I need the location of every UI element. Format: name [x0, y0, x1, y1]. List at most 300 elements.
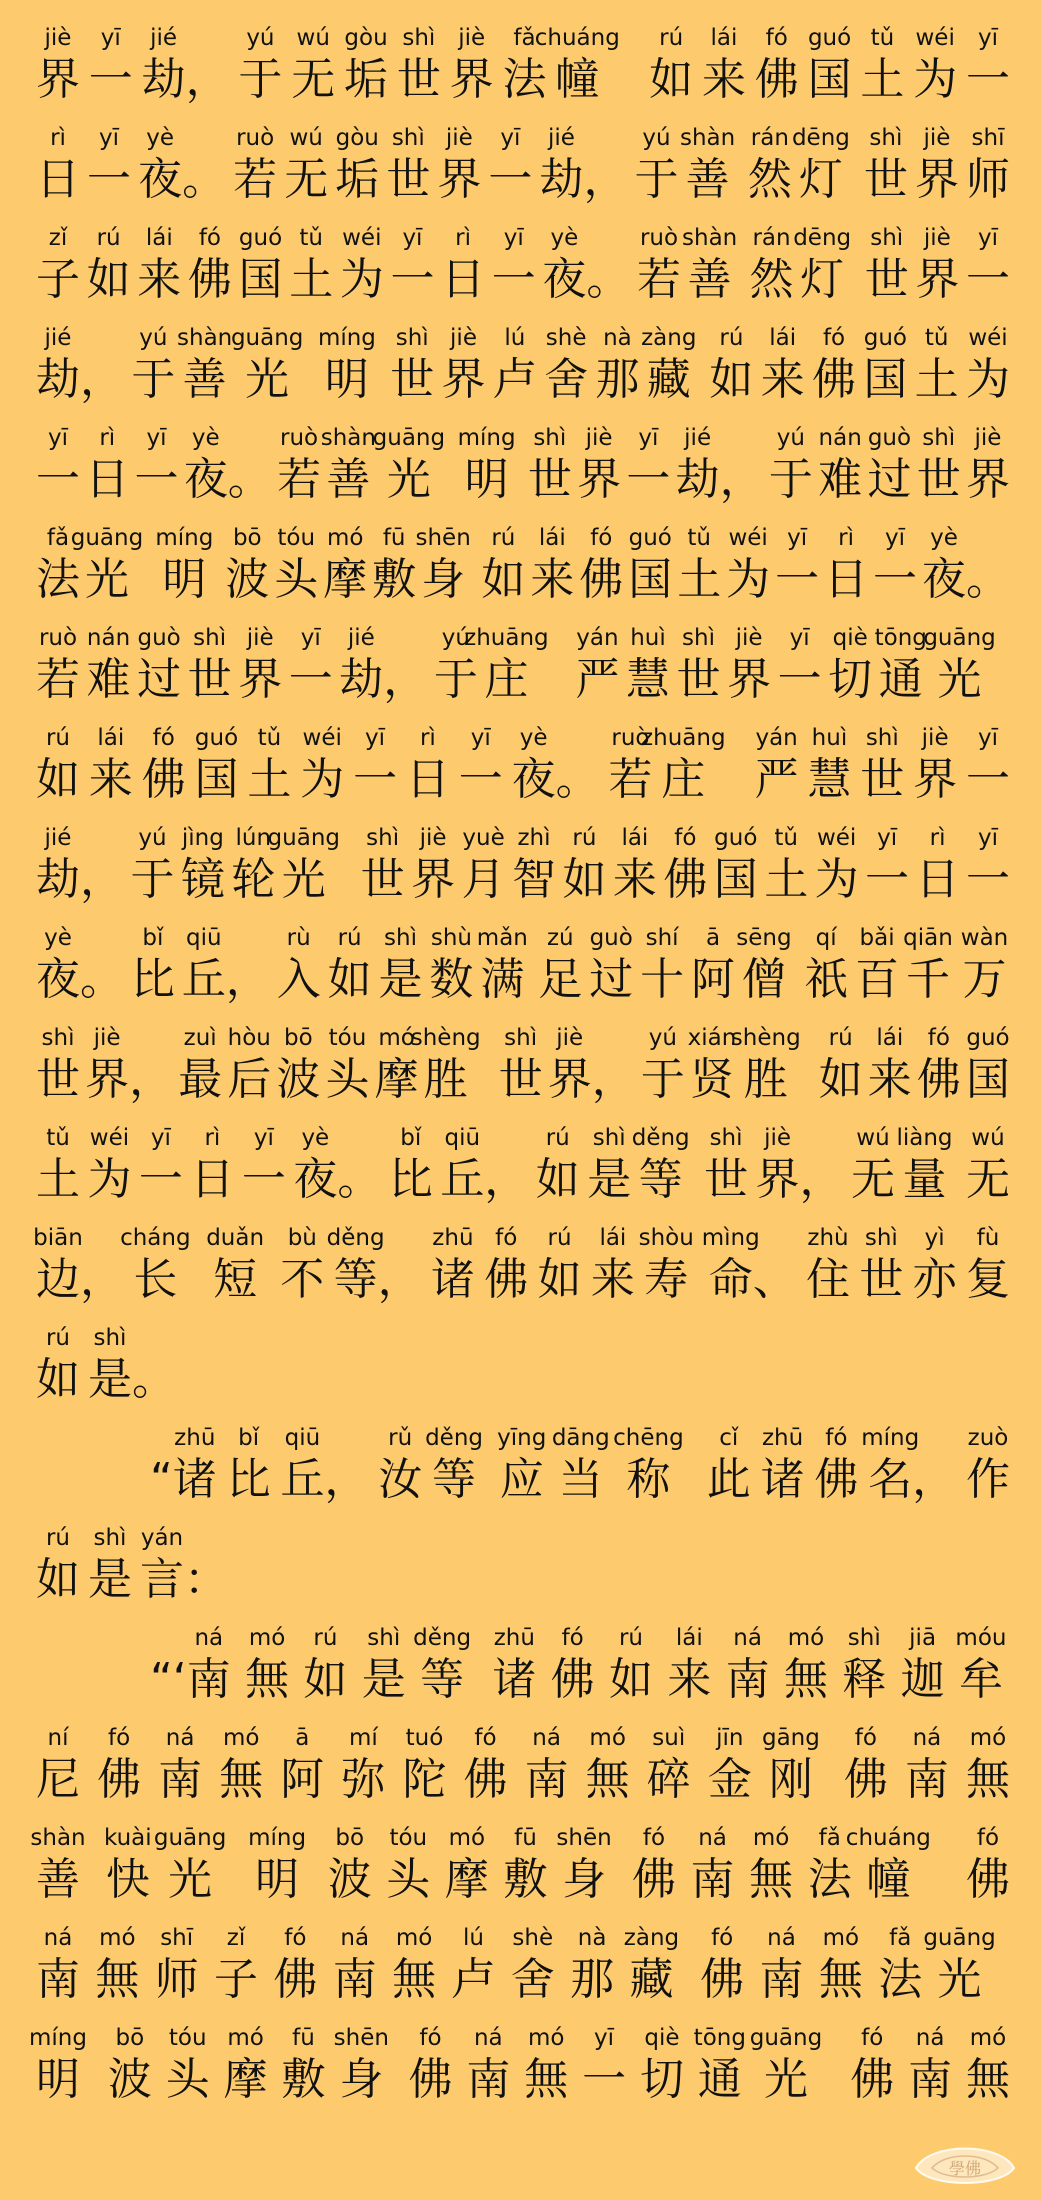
hanzi: 南 [524, 1754, 569, 1805]
hanzi: 夜。 [293, 1154, 382, 1205]
pinyin: fū [514, 1825, 537, 1851]
pinyin: cháng [120, 1225, 191, 1251]
pinyin: kuài [103, 1825, 152, 1851]
hanzi: 佛 [631, 1854, 676, 1905]
hanzi: 南 [466, 2054, 511, 2105]
hanzi: 佛 [700, 1954, 745, 2005]
hanzi: 法 [36, 554, 80, 605]
hanzi: 佛 [850, 2054, 895, 2105]
hanzi: 一 [966, 54, 1010, 105]
text-line [0, 712, 1041, 812]
pinyin: ná [912, 1725, 942, 1751]
hanzi: 若 [36, 654, 80, 705]
text-line [0, 612, 1041, 712]
hanzi: 如 [608, 1654, 653, 1705]
hanzi: 来 [760, 354, 805, 405]
hanzi: 一 [582, 2054, 627, 2105]
hanzi: 等 [432, 1454, 477, 1505]
hanzi: 光 [763, 2054, 808, 2105]
pinyin: jìng [181, 825, 224, 851]
pinyin: shàn [30, 1825, 86, 1851]
pinyin: shè [545, 325, 587, 351]
hanzi: 劫， [36, 854, 124, 905]
hanzi: 为 [300, 754, 345, 805]
hanzi: 无 [851, 1154, 895, 1205]
pinyin: shì [865, 725, 899, 751]
pinyin: yī [47, 425, 68, 451]
pinyin: bù [287, 1225, 317, 1251]
hanzi: 快 [105, 1854, 150, 1905]
hanzi: 月 [461, 854, 506, 905]
hanzi: 無 [524, 2054, 569, 2105]
hanzi: 南 [904, 1754, 949, 1805]
hanzi: 日 [824, 554, 869, 605]
hanzi: 头 [274, 554, 319, 605]
hanzi: 界 [577, 454, 622, 505]
text-line [0, 512, 1041, 612]
hanzi: 世 [527, 454, 572, 505]
pinyin: tǔ [924, 325, 949, 351]
hanzi: 世 [390, 354, 435, 405]
hanzi: 为 [966, 354, 1010, 405]
hanzi: 祇 [804, 954, 849, 1005]
pinyin: yī [300, 625, 321, 651]
pinyin: tǔ [257, 725, 282, 751]
hanzi: 界 [238, 654, 283, 705]
pinyin: guó [966, 1025, 1010, 1051]
hanzi: 土 [860, 54, 905, 105]
hanzi: 头 [325, 1054, 370, 1105]
pinyin: zǐ [226, 1925, 246, 1951]
pinyin: ná [733, 1625, 762, 1651]
hanzi: 佛 [484, 1254, 529, 1305]
pinyin: fǎ [513, 25, 536, 51]
pinyin: míng [457, 425, 516, 451]
hanzi: 界 [914, 154, 959, 205]
hanzi: 万 [962, 954, 1007, 1005]
pinyin: lái [145, 225, 173, 251]
hanzi: 波 [327, 1854, 372, 1905]
pinyin: shì [193, 625, 227, 651]
hanzi: 善 [685, 154, 730, 205]
pinyin: wéi [89, 1125, 130, 1151]
hanzi: 身 [421, 554, 466, 605]
pinyin: yī [885, 525, 906, 551]
hanzi: 是 [87, 1554, 132, 1605]
hanzi: 师 [154, 1954, 199, 2005]
hanzi: 夜。 [183, 454, 272, 505]
pinyin: zàng [623, 1925, 680, 1951]
pinyin: mó [822, 1925, 860, 1951]
hanzi: 阿 [280, 1754, 325, 1805]
hanzi: 长 [133, 1254, 178, 1305]
pinyin: chuáng [534, 25, 620, 51]
pinyin: yī [503, 225, 524, 251]
hanzi: 复 [966, 1254, 1010, 1305]
hanzi: 法 [878, 1954, 923, 2005]
pinyin: wéi [302, 725, 342, 751]
hanzi: 日 [85, 454, 130, 505]
hanzi: 如 [535, 1154, 580, 1205]
pinyin: tǔ [774, 825, 799, 851]
pinyin: bǎi [859, 925, 895, 951]
pinyin: míng [155, 525, 214, 551]
pinyin: guó [863, 325, 907, 351]
hanzi: 夜。 [922, 554, 1010, 605]
pinyin: zhuāng [464, 625, 549, 651]
hanzi: 弥 [341, 1754, 386, 1805]
pinyin: rú [547, 1225, 572, 1251]
pinyin: shàn [177, 325, 233, 351]
pinyin: fó [854, 1725, 877, 1751]
pinyin: bǐ [142, 925, 164, 951]
hanzi: 难 [86, 654, 131, 705]
hanzi: 于 [768, 454, 813, 505]
hanzi: 無 [585, 1754, 630, 1805]
hanzi: 劫， [675, 454, 764, 505]
pinyin: lú [462, 1925, 484, 1951]
pinyin: fǎ [889, 1925, 912, 1951]
pinyin: rì [99, 425, 116, 451]
text-line [0, 1312, 1041, 1412]
pinyin: jiè [764, 1125, 791, 1151]
pinyin: bǐ [400, 1125, 422, 1151]
hanzi: 灯 [800, 254, 845, 305]
pinyin: jiè [923, 125, 951, 151]
pinyin: chuáng [845, 1825, 931, 1851]
pinyin: wéi [728, 525, 768, 551]
pinyin: guó [238, 225, 283, 251]
pinyin: yī [638, 425, 659, 451]
hanzi: 界， [85, 1054, 174, 1105]
pinyin: rì [838, 525, 854, 551]
pinyin: yī [977, 725, 998, 751]
pinyin: shì [93, 1325, 127, 1351]
hanzi: 一 [390, 254, 435, 305]
pinyin: guó [714, 825, 758, 851]
hanzi: 一 [241, 1154, 286, 1205]
hanzi: 胜 [423, 1054, 468, 1105]
pinyin: fó [674, 825, 697, 851]
pinyin: zhuāng [641, 725, 726, 751]
hanzi: 如 [36, 1554, 80, 1605]
pinyin: yuè [462, 825, 505, 851]
hanzi: 如 [818, 1054, 863, 1105]
hanzi: 無 [966, 2054, 1010, 2105]
pinyin: yú [138, 825, 167, 851]
hanzi: 慧 [807, 754, 852, 805]
hanzi: 世 [36, 1054, 80, 1105]
pinyin: fó [152, 725, 175, 751]
hanzi: 一 [873, 554, 918, 605]
hanzi: 南 [725, 1654, 770, 1705]
pinyin: ná [532, 1725, 561, 1751]
hanzi: 如 [36, 1354, 80, 1405]
hanzi: 佛 [843, 1754, 888, 1805]
pinyin: shù [430, 925, 472, 951]
hanzi: 陀 [402, 1754, 447, 1805]
pinyin: mó [378, 1025, 415, 1051]
hanzi: 幢 [555, 54, 600, 105]
pinyin: yú [139, 325, 168, 351]
hanzi: 無 [219, 1754, 264, 1805]
hanzi: 最 [178, 1054, 223, 1105]
hanzi: 界， [755, 1154, 844, 1205]
text-line [0, 12, 1041, 112]
pinyin: shàn [320, 425, 376, 451]
hanzi: 南 [332, 1954, 377, 2005]
hanzi: 佛 [663, 854, 708, 905]
pinyin: gòu [344, 25, 388, 51]
hanzi: 一 [87, 154, 132, 205]
hanzi: 难 [818, 454, 863, 505]
pinyin: rú [572, 825, 597, 851]
pinyin: yú [441, 625, 470, 651]
watermark-logo [910, 2138, 1020, 2194]
pinyin: ná [194, 1625, 224, 1651]
pinyin: ruò [280, 425, 319, 451]
pinyin: jiè [450, 325, 477, 351]
hanzi: 日 [441, 254, 486, 305]
hanzi: 国 [628, 554, 673, 605]
hanzi: 無 [392, 1954, 437, 2005]
hanzi: 光 [937, 654, 982, 705]
hanzi: 垢 [335, 154, 380, 205]
pinyin: fó [711, 1925, 734, 1951]
pinyin: rǔ [388, 1425, 413, 1451]
hanzi: 夜。 [542, 254, 631, 305]
pinyin: yè [44, 925, 72, 951]
hanzi: 若 [233, 154, 278, 205]
text-line [0, 112, 1041, 212]
pinyin: guāng [70, 525, 144, 551]
pinyin: shì [504, 1025, 538, 1051]
pinyin: shì [391, 125, 425, 151]
hanzi: “诸 [150, 1454, 217, 1505]
hanzi: 明 [464, 454, 509, 505]
pinyin: rú [545, 1125, 570, 1151]
hanzi: 土 [247, 754, 292, 805]
hanzi: 明 [162, 554, 207, 605]
hanzi: 劫， [141, 54, 230, 105]
hanzi: 严 [575, 654, 620, 705]
hanzi: 劫， [339, 654, 428, 705]
hanzi: 等 [638, 1154, 683, 1205]
hanzi: 于 [640, 1054, 685, 1105]
pinyin: yè [930, 525, 958, 551]
pinyin: shí [645, 925, 679, 951]
hanzi: 师 [966, 154, 1010, 205]
hanzi: 界 [913, 754, 958, 805]
pinyin: guāng [230, 325, 304, 351]
pinyin: guāng [372, 425, 446, 451]
pinyin: yī [977, 825, 998, 851]
pinyin: mìng [701, 1225, 760, 1251]
hanzi: 佛 [754, 54, 799, 105]
pinyin: shì [709, 1125, 743, 1151]
hanzi: 迦 [900, 1654, 945, 1705]
hanzi: 南 [759, 1954, 804, 2005]
pinyin: míng [861, 1425, 920, 1451]
hanzi: 无 [284, 154, 329, 205]
pinyin: rán [750, 125, 789, 151]
hanzi: 足 [538, 954, 583, 1005]
pinyin: míng [29, 2025, 87, 2051]
pinyin: fó [822, 325, 846, 351]
hanzi: 国 [807, 54, 852, 105]
pinyin: nà [603, 325, 632, 351]
pinyin: bǐ [238, 1425, 260, 1451]
pinyin: jiè [44, 25, 72, 51]
hanzi: 来 [867, 1054, 912, 1105]
hanzi: 界 [441, 354, 486, 405]
hanzi: 如 [86, 254, 131, 305]
hanzi: 光 [937, 1954, 982, 2005]
pinyin: nán [86, 625, 131, 651]
pinyin: lái [599, 1225, 627, 1251]
pinyin: fó [198, 225, 221, 251]
pinyin: mó [395, 1925, 433, 1951]
hanzi: 是。 [87, 1354, 176, 1405]
hanzi: 通 [697, 2054, 742, 2105]
pinyin: fó [861, 2025, 884, 2051]
pinyin: wéi [968, 325, 1008, 351]
hanzi: 若 [277, 454, 322, 505]
hanzi: 命、 [708, 1254, 797, 1305]
pinyin: guāng [267, 825, 340, 851]
pinyin: rì [419, 725, 436, 751]
pinyin: rú [828, 1025, 853, 1051]
text-line [0, 1112, 1041, 1212]
hanzi: 光 [84, 554, 129, 605]
hanzi: 入 [276, 954, 321, 1005]
pinyin: mó [227, 2025, 264, 2051]
pinyin: jié [684, 425, 712, 451]
hanzi: 如 [303, 1654, 348, 1705]
hanzi: 無 [95, 1954, 140, 2005]
pinyin: tǔ [687, 525, 711, 551]
pinyin: hòu [227, 1025, 271, 1051]
pinyin: sēng [736, 925, 792, 951]
pinyin: dēng [793, 225, 852, 251]
hanzi: 智 [512, 854, 556, 905]
pinyin: huì [811, 725, 848, 751]
pinyin: guó [194, 725, 239, 751]
pinyin: fū [292, 2025, 315, 2051]
pinyin: yú [246, 25, 275, 51]
pinyin: yī [150, 1125, 171, 1151]
pinyin: ná [43, 1925, 73, 1951]
hanzi: 一 [626, 454, 671, 505]
hanzi: 于 [238, 54, 283, 105]
hanzi: 垢 [344, 54, 389, 105]
pinyin: ā [295, 1725, 310, 1751]
hanzi: “‘南 [150, 1654, 231, 1705]
pinyin: guāng [153, 1825, 227, 1851]
pinyin: shèng [730, 1025, 801, 1051]
hanzi: 世 [386, 154, 431, 205]
hanzi: 一 [458, 754, 503, 805]
hanzi: 切 [828, 654, 873, 705]
hanzi: 僧 [741, 954, 786, 1005]
pinyin: rú [659, 25, 684, 51]
hanzi: 佛 [812, 354, 857, 405]
hanzi: 夜。 [138, 154, 227, 205]
pinyin: rú [96, 225, 121, 251]
pinyin: bō [335, 1825, 365, 1851]
hanzi: 世 [187, 654, 232, 705]
hanzi: 一 [288, 654, 333, 705]
hanzi: 刚 [768, 1754, 813, 1805]
pinyin: děng [425, 1425, 483, 1451]
hanzi: 世 [498, 1054, 543, 1105]
hanzi: 明 [255, 1854, 300, 1905]
pinyin: zuì [183, 1025, 217, 1051]
pinyin: jié [347, 625, 375, 651]
pinyin: guāng [923, 625, 996, 651]
hanzi: 头 [386, 1854, 431, 1905]
hanzi: 一 [36, 454, 80, 505]
hanzi: 佛 [916, 1054, 961, 1105]
pinyin: ruò [236, 125, 275, 151]
hanzi: 称 [626, 1454, 671, 1505]
hanzi: 卢 [492, 354, 537, 405]
pinyin: guò [137, 625, 181, 651]
pinyin: fó [107, 1725, 131, 1751]
hanzi: 若 [637, 254, 681, 305]
hanzi: 尼 [36, 1754, 80, 1805]
pinyin: dāng [551, 1425, 610, 1451]
pinyin: yú [648, 1025, 677, 1051]
hanzi: 然 [749, 254, 794, 305]
pinyin: yán [576, 625, 619, 651]
hanzi: 来 [530, 554, 575, 605]
hanzi: 摩 [444, 1854, 489, 1905]
pinyin: yè [301, 1125, 330, 1151]
pinyin: fó [765, 25, 788, 51]
pinyin: bō [284, 1025, 313, 1051]
pinyin: yè [550, 225, 579, 251]
pinyin: tōng [874, 625, 927, 651]
hanzi: 镜 [180, 854, 225, 905]
hanzi: 摩 [223, 2054, 268, 2105]
pinyin: fó [927, 1025, 950, 1051]
pinyin: yīng [497, 1425, 547, 1451]
hanzi: 波 [276, 1054, 321, 1105]
pinyin: yī [99, 125, 120, 151]
hanzi: 比 [388, 1154, 433, 1205]
hanzi: 無 [966, 1754, 1010, 1805]
text-line [0, 912, 1041, 1012]
pinyin: yè [146, 125, 174, 151]
hanzi: 于 [131, 354, 176, 405]
pinyin: gòu [335, 125, 379, 151]
pinyin: rú [313, 1625, 338, 1651]
pinyin: jiè [735, 625, 763, 651]
hanzi: 善 [687, 254, 732, 305]
hanzi: 無 [749, 1854, 794, 1905]
pinyin: zàng [641, 325, 697, 351]
hanzi: 世 [863, 154, 908, 205]
pinyin: fū [382, 525, 406, 551]
hanzi: 佛 [141, 754, 186, 805]
hanzi: 一 [775, 554, 820, 605]
pinyin: rì [204, 1125, 221, 1151]
hanzi: 应 [499, 1454, 544, 1505]
hanzi: 比 [130, 954, 175, 1005]
text-line [0, 1512, 1041, 1612]
hanzi: 敷 [503, 1854, 548, 1905]
